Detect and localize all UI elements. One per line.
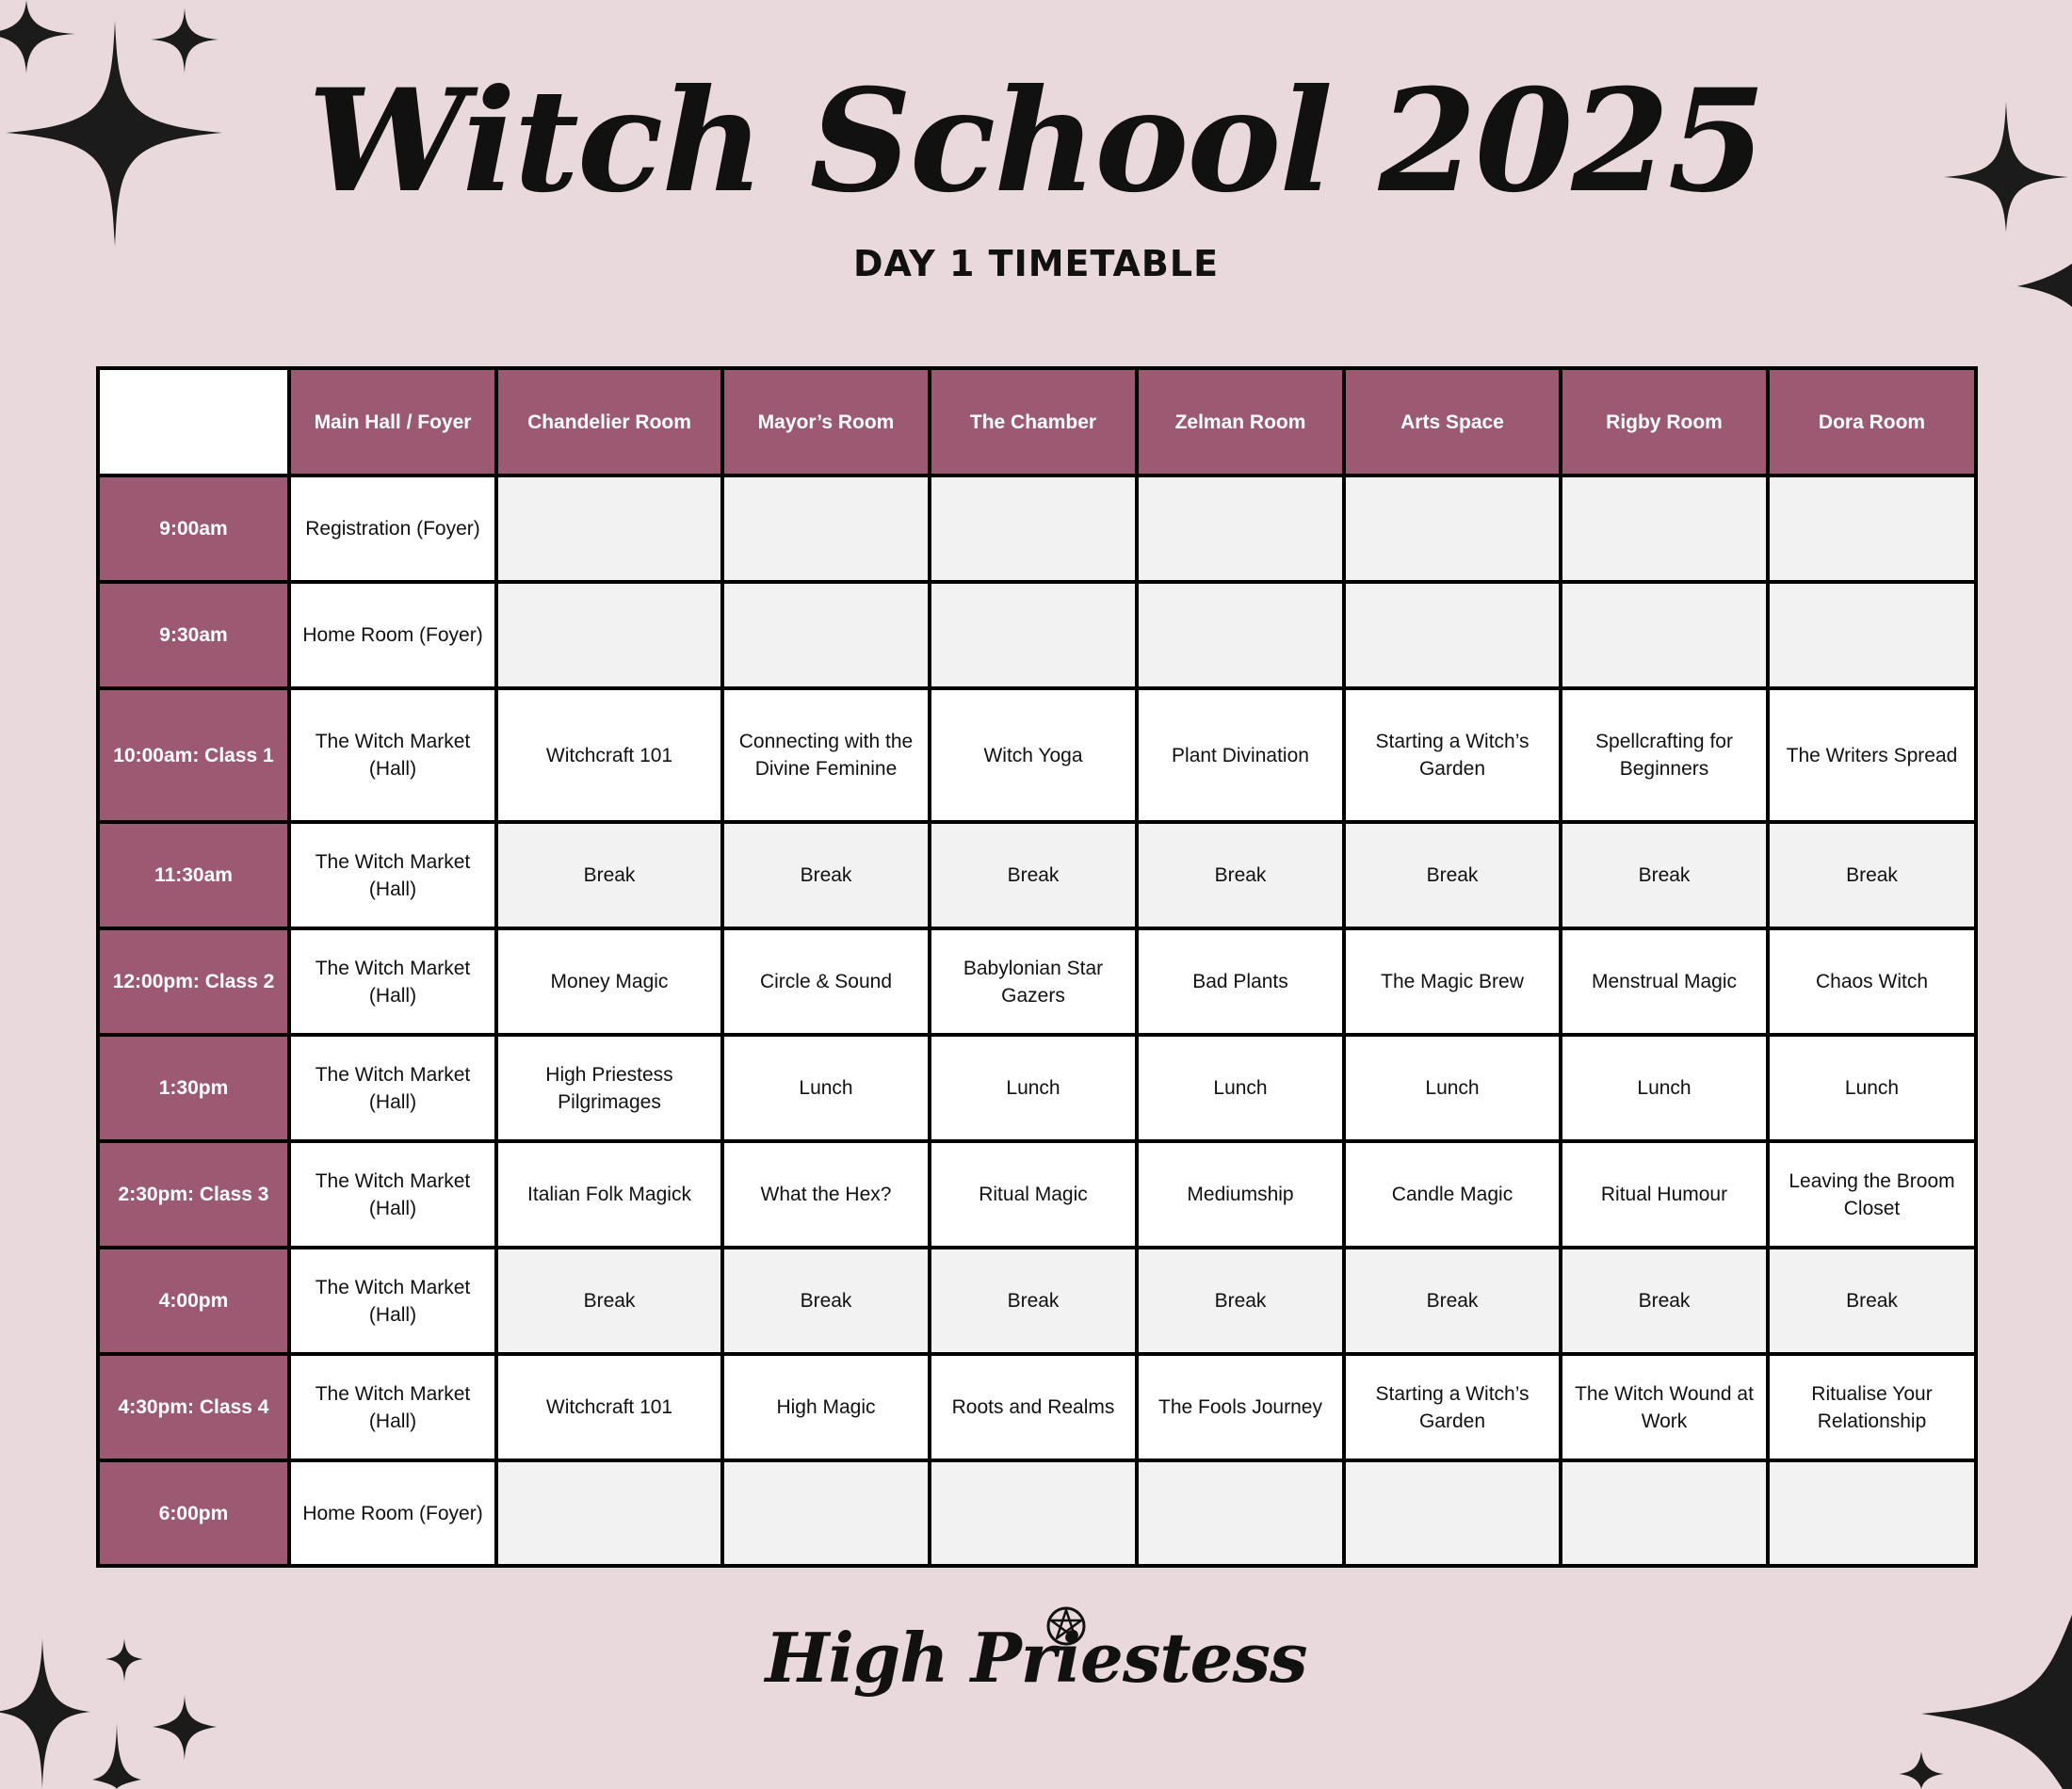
column-header: Zelman Room xyxy=(1137,368,1344,475)
time-slot: 12:00pm: Class 2 xyxy=(98,928,289,1035)
session-cell: What the Hex? xyxy=(722,1141,930,1248)
session-cell: Connecting with the Divine Feminine xyxy=(722,688,930,822)
session-cell: Plant Divination xyxy=(1137,688,1344,822)
session-cell: The Witch Market (Hall) xyxy=(289,1141,496,1248)
table-row xyxy=(98,1035,1976,1141)
session-cell: The Witch Market (Hall) xyxy=(289,822,496,928)
session-cell xyxy=(496,1460,722,1566)
session-cell xyxy=(496,582,722,688)
time-slot: 4:00pm xyxy=(98,1248,289,1354)
pentacle-icon xyxy=(1045,1605,1087,1647)
session-cell xyxy=(1768,475,1976,582)
session-cell: Break xyxy=(1561,1248,1768,1354)
session-cell: Break xyxy=(1344,822,1561,928)
session-cell xyxy=(1344,582,1561,688)
column-header: Rigby Room xyxy=(1561,368,1768,475)
session-cell: Witchcraft 101 xyxy=(496,1354,722,1460)
session-cell: Break xyxy=(496,1248,722,1354)
session-cell: High Priestess Pilgrimages xyxy=(496,1035,722,1141)
header-row xyxy=(98,368,1976,475)
session-cell: Break xyxy=(1561,822,1768,928)
session-cell: Lunch xyxy=(1768,1035,1976,1141)
session-cell xyxy=(930,582,1137,688)
session-cell: Starting a Witch’s Garden xyxy=(1344,688,1561,822)
session-cell: The Witch Market (Hall) xyxy=(289,928,496,1035)
session-cell: Break xyxy=(1768,1248,1976,1354)
column-header: Mayor’s Room xyxy=(722,368,930,475)
table-row xyxy=(98,928,1976,1035)
page-subtitle: DAY 1 TIMETABLE xyxy=(852,243,1220,284)
session-cell: High Magic xyxy=(722,1354,930,1460)
session-cell: Lunch xyxy=(1561,1035,1768,1141)
session-cell: The Writers Spread xyxy=(1768,688,1976,822)
session-cell xyxy=(722,582,930,688)
session-cell: Home Room (Foyer) xyxy=(289,582,496,688)
session-cell xyxy=(1137,1460,1344,1566)
time-slot: 2:30pm: Class 3 xyxy=(98,1141,289,1248)
session-cell: Break xyxy=(1137,1248,1344,1354)
time-slot: 9:00am xyxy=(98,475,289,582)
session-cell xyxy=(722,475,930,582)
column-header: Arts Space xyxy=(1344,368,1561,475)
session-cell xyxy=(930,1460,1137,1566)
time-slot: 1:30pm xyxy=(98,1035,289,1141)
session-cell xyxy=(930,475,1137,582)
session-cell: Witchcraft 101 xyxy=(496,688,722,822)
session-cell: Break xyxy=(930,822,1137,928)
session-cell xyxy=(1344,475,1561,582)
session-cell xyxy=(1561,1460,1768,1566)
session-cell: Break xyxy=(1344,1248,1561,1354)
time-slot: 6:00pm xyxy=(98,1460,289,1566)
session-cell: Registration (Foyer) xyxy=(289,475,496,582)
session-cell: Lunch xyxy=(930,1035,1137,1141)
session-cell: The Witch Market (Hall) xyxy=(289,1248,496,1354)
table-row xyxy=(98,1248,1976,1354)
session-cell: The Fools Journey xyxy=(1137,1354,1344,1460)
session-cell: Home Room (Foyer) xyxy=(289,1460,496,1566)
session-cell: Lunch xyxy=(722,1035,930,1141)
table-row xyxy=(98,822,1976,928)
session-cell xyxy=(1561,582,1768,688)
table-row xyxy=(98,688,1976,822)
brand-logo: High Priestess xyxy=(765,1618,1307,1698)
column-header: The Chamber xyxy=(930,368,1137,475)
session-cell xyxy=(496,475,722,582)
session-cell: The Witch Wound at Work xyxy=(1561,1354,1768,1460)
table-row xyxy=(98,1354,1976,1460)
session-cell: Lunch xyxy=(1137,1035,1344,1141)
session-cell: Ritual Humour xyxy=(1561,1141,1768,1248)
session-cell: Break xyxy=(722,822,930,928)
session-cell: Spellcrafting for Beginners xyxy=(1561,688,1768,822)
session-cell: Break xyxy=(722,1248,930,1354)
column-header: Chandelier Room xyxy=(496,368,722,475)
session-cell: Ritualise Your Relationship xyxy=(1768,1354,1976,1460)
timetable xyxy=(96,366,1978,1568)
session-cell: The Magic Brew xyxy=(1344,928,1561,1035)
session-cell xyxy=(722,1460,930,1566)
page-title: Witch School 2025 xyxy=(307,58,1765,224)
time-slot: 10:00am: Class 1 xyxy=(98,688,289,822)
session-cell: The Witch Market (Hall) xyxy=(289,688,496,822)
session-cell: Break xyxy=(930,1248,1137,1354)
session-cell: Lunch xyxy=(1344,1035,1561,1141)
session-cell: Mediumship xyxy=(1137,1141,1344,1248)
session-cell: Chaos Witch xyxy=(1768,928,1976,1035)
session-cell: Roots and Realms xyxy=(930,1354,1137,1460)
session-cell: Break xyxy=(496,822,722,928)
session-cell xyxy=(1344,1460,1561,1566)
table-row xyxy=(98,582,1976,688)
session-cell xyxy=(1768,582,1976,688)
time-slot: 11:30am xyxy=(98,822,289,928)
session-cell: Witch Yoga xyxy=(930,688,1137,822)
session-cell: The Witch Market (Hall) xyxy=(289,1354,496,1460)
session-cell xyxy=(1768,1460,1976,1566)
session-cell: Babylonian Star Gazers xyxy=(930,928,1137,1035)
table-row xyxy=(98,1141,1976,1248)
session-cell: Money Magic xyxy=(496,928,722,1035)
session-cell xyxy=(1137,582,1344,688)
session-cell xyxy=(1137,475,1344,582)
session-cell: Circle & Sound xyxy=(722,928,930,1035)
table-row xyxy=(98,1460,1976,1566)
time-slot: 4:30pm: Class 4 xyxy=(98,1354,289,1460)
session-cell: Starting a Witch’s Garden xyxy=(1344,1354,1561,1460)
session-cell: Candle Magic xyxy=(1344,1141,1561,1248)
session-cell: Bad Plants xyxy=(1137,928,1344,1035)
session-cell: Ritual Magic xyxy=(930,1141,1137,1248)
session-cell: Menstrual Magic xyxy=(1561,928,1768,1035)
time-slot: 9:30am xyxy=(98,582,289,688)
column-header: Main Hall / Foyer xyxy=(289,368,496,475)
session-cell: Leaving the Broom Closet xyxy=(1768,1141,1976,1248)
session-cell: The Witch Market (Hall) xyxy=(289,1035,496,1141)
session-cell xyxy=(1561,475,1768,582)
column-header: Dora Room xyxy=(1768,368,1976,475)
session-cell: Break xyxy=(1768,822,1976,928)
table-row xyxy=(98,475,1976,582)
session-cell: Break xyxy=(1137,822,1344,928)
corner-cell xyxy=(98,368,289,475)
session-cell: Italian Folk Magick xyxy=(496,1141,722,1248)
